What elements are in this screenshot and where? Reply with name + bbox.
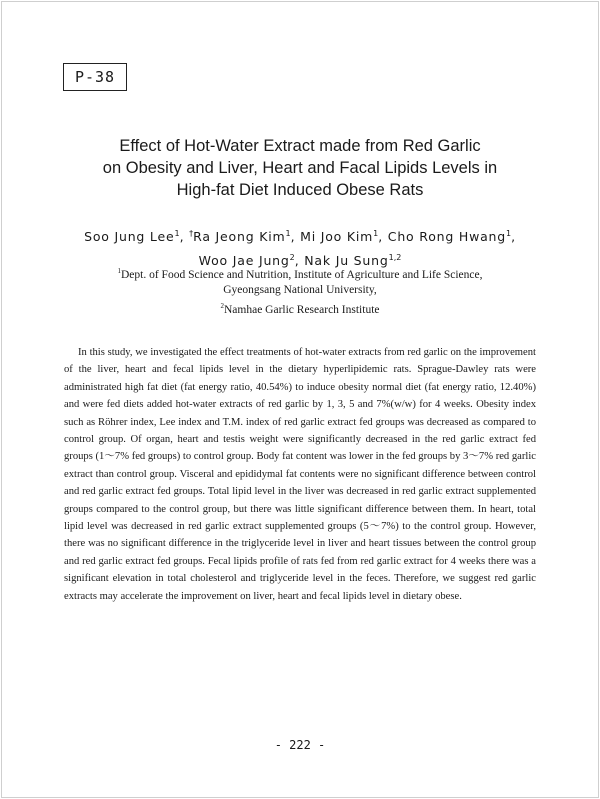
title-line-1: Effect of Hot-Water Extract made from Red Garlic [119,137,481,155]
paper-code: P-38 [74,68,116,86]
affiliation-sup: 2 [220,301,224,310]
author-name: Soo Jung Lee [84,229,175,245]
title-line-2: on Obesity and Liver, Heart and Facal Lipids Levels in [102,159,498,177]
title-line-3: High-fat Diet Induced Obese Rats [176,181,424,199]
affiliation-text: Namhae Garlic Research Institute [223,303,380,316]
author-affil-sup: 1 [506,229,512,238]
author-affil-sup: 1 [285,229,291,238]
affiliation-2 [40,299,560,318]
affiliation-text: Dept. of Food Science and Nutrition, Institute of Agriculture and Life Science, [120,268,483,281]
affiliations [40,264,560,318]
author-line-2: Woo Jae Jung$^2$, Nak Ju Sung$^{1,2}$ [198,253,402,269]
corresponding-mark: † [189,229,194,238]
author-line-1: Soo Jung Lee$^1$, †Ra Jeong Kim$^1$, Mi Joo Kim$^1$, Cho Rong Hwang$^1$, [84,229,516,245]
author-name: Woo Jae Jung [198,253,290,269]
affiliation-sup: 1 [117,267,121,275]
author-affil-sup: 1 [373,229,379,238]
author-name: Nak Ju Sung [304,253,389,269]
author-affil-sup: 1 [174,229,180,238]
author-affil-sup: 2 [289,253,295,263]
page-number: - 222 - [274,738,326,752]
affiliation-1-line-1 [40,264,560,283]
paper-title [60,135,540,201]
author-name: Ra Jeong Kim [193,229,286,245]
author-name: Cho Rong Hwang [387,229,507,245]
paper-code-box [63,63,127,91]
affiliation-1-line-2: Gyeongsang National University, [223,284,377,297]
author-affil-sup: 1,2 [388,253,402,263]
abstract-text: In this study, we investigated the effect treatments of hot-water extracts from red garlic on the improvement of the liver, heart and fecal lipids level in the dietary hyperlipidemic rats. Sprague-Dawley rats were administrated high fat diet (fat energy ratio, 40.54%) to induce obesity normal diet (fat energy ratio, 12.40%) and were fed diets added hot-water extracts of red garlic by 1, 3, 5 and 7%(w/w) for 4 weeks. Obesity index such as Röhrer index, Lee index and T.M. index of red garlic extract fed groups was decreased as compared to control group. Of organ, heart and testis weight were significantly decreased in the red garlic extract fed groups (1～7% fed groups) to control group. Body fat content was lower in the fed groups by 3～7% red garlic extract than control group. Visceral and epididymal fat contents were no significant difference between control and red garlic extract fed groups. Total lipid level in the liver was decreased in red garlic extract supplemented groups compared to the control group, but there was little significant difference between them. In heart, total lipid level was decreased in red garlic extract supplemented groups (5～7%) to the control group. However, there was no significant difference in the triglyceride level in liver and heart tissues between the control group and red garlic extract fed groups. Fecal lipids profile of rats fed from red garlic extract for 4 weeks there was a significant elevation in total cholesterol and triglyceride level in the feces. Therefore, we suggest red garlic extracts may accelerate the improvement on liver, heart and fecal lipids level in dietary obese. [64,347,536,602]
author-name: Mi Joo Kim [300,229,374,245]
